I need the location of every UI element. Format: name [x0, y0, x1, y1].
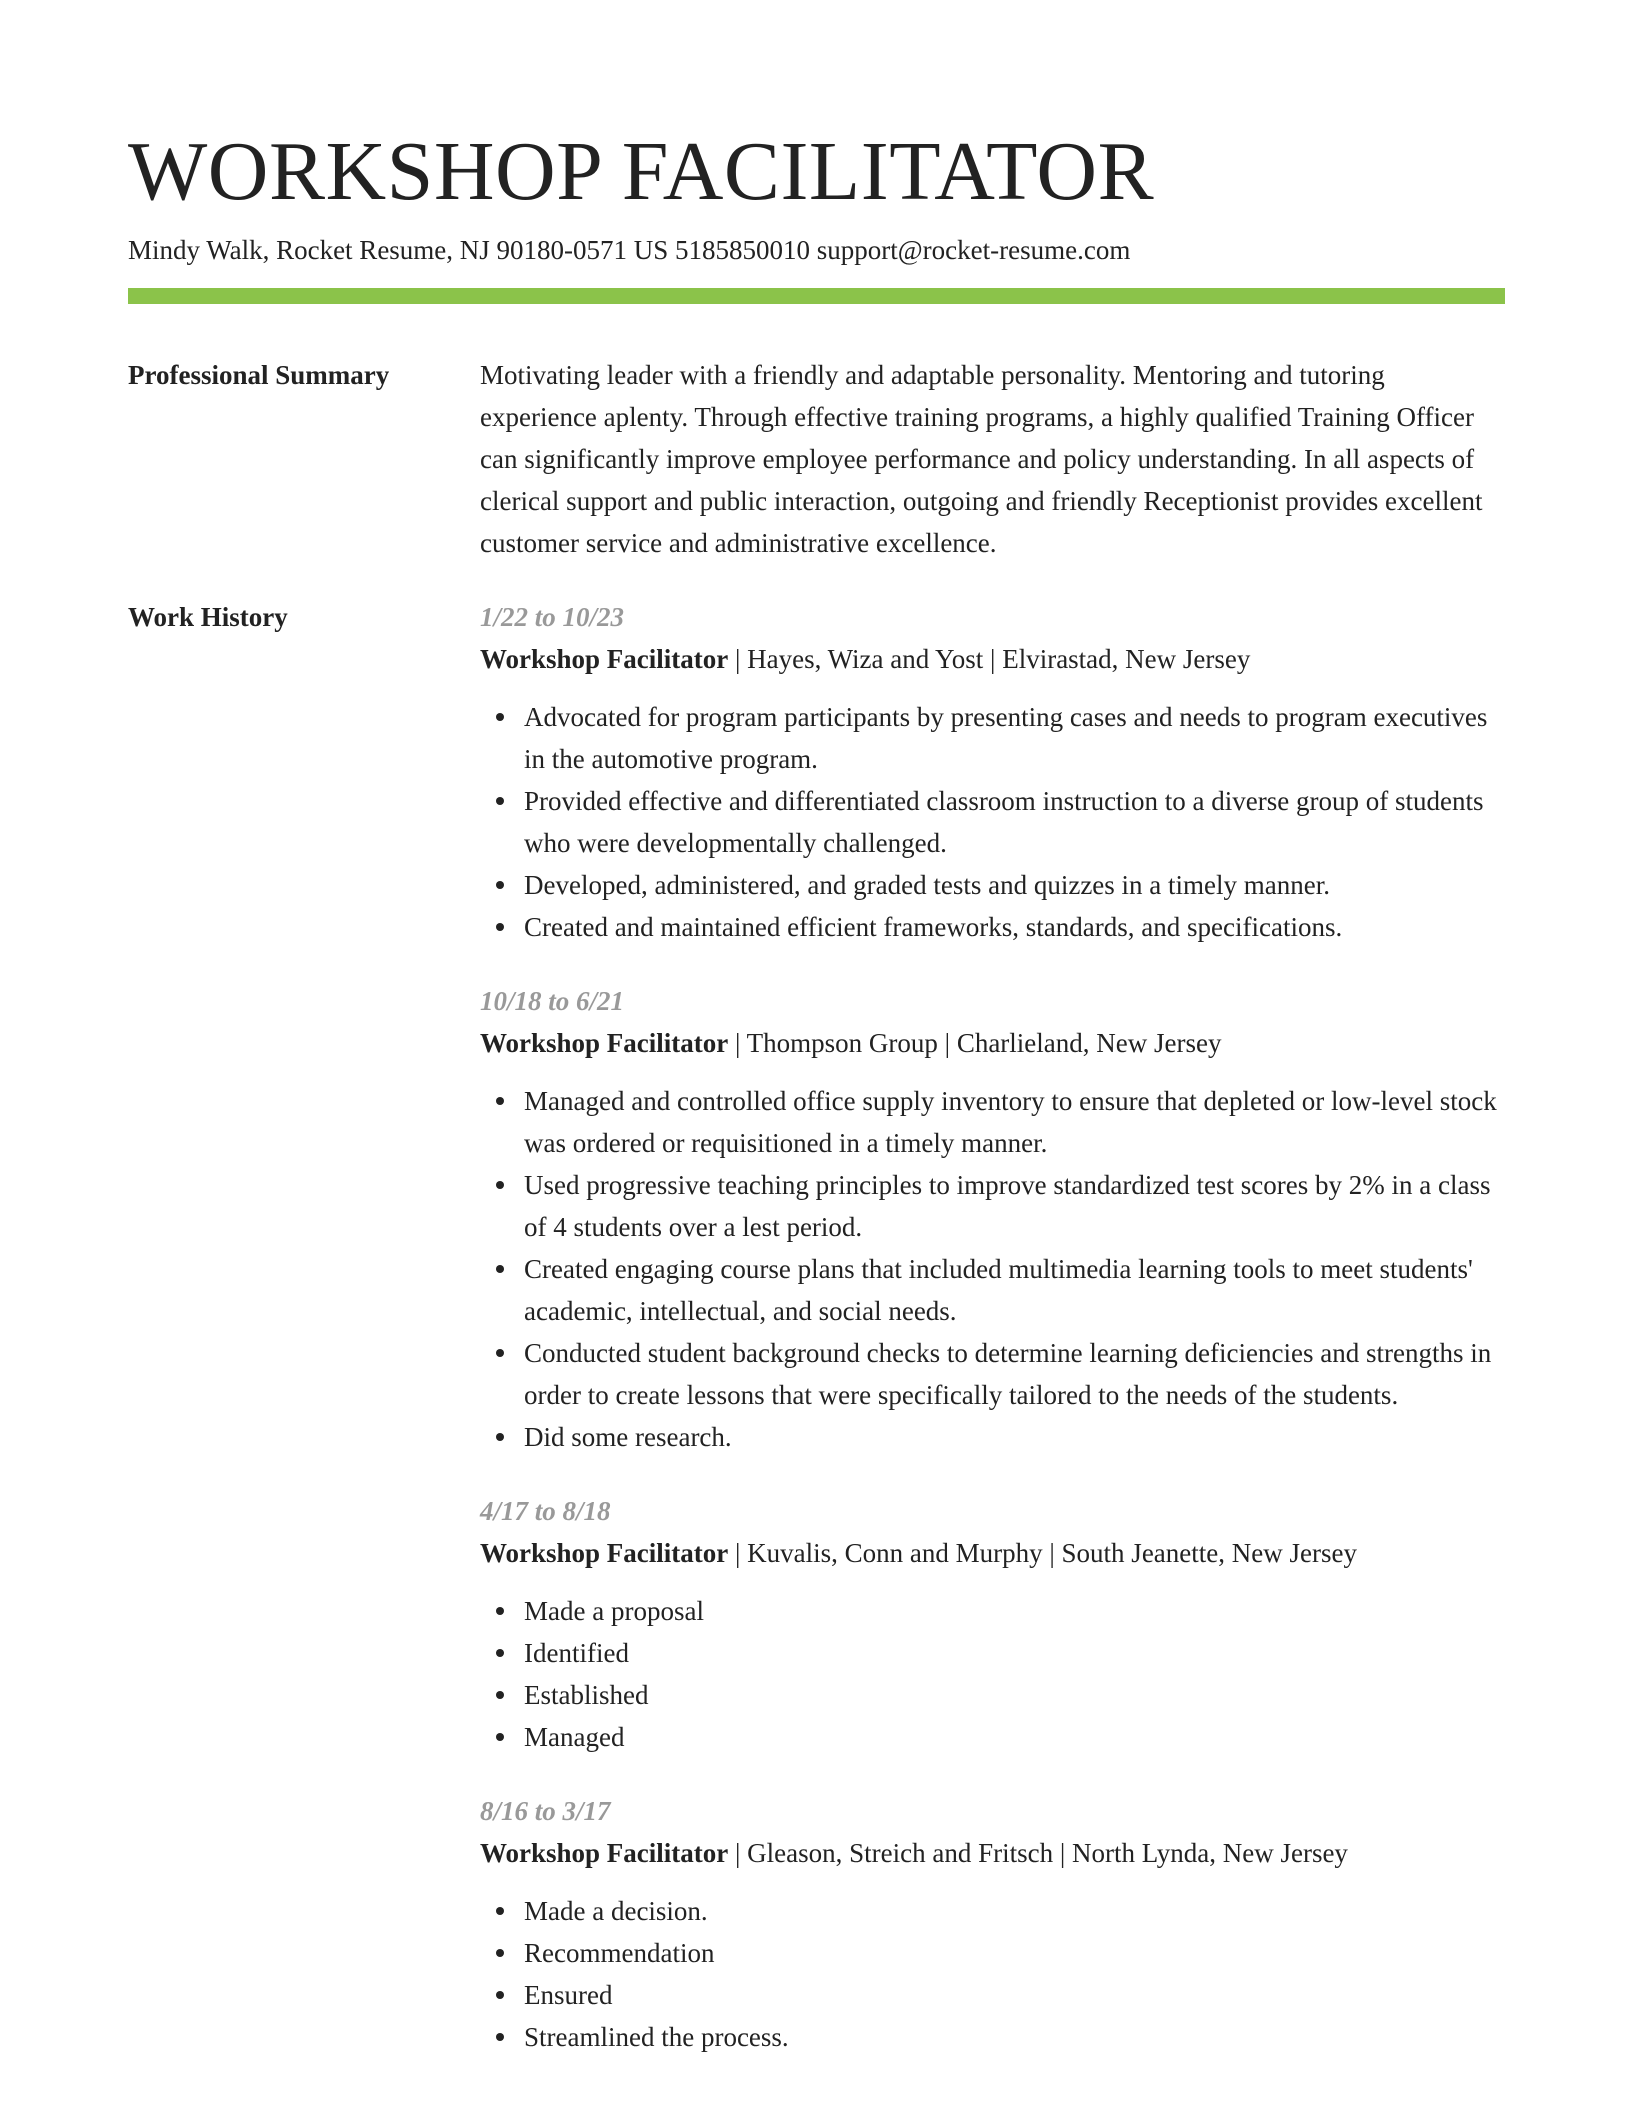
bullet-item: Provided effective and differentiated classroom instruction to a diverse group of students who were developmentally challenged. [524, 780, 1505, 864]
bullet-item: Created engaging course plans that included multimedia learning tools to meet students' academic, intellectual, and social needs. [524, 1248, 1505, 1332]
bullet-item: Ensured [524, 1974, 1505, 2016]
job-entry [480, 1790, 1505, 2058]
job-entry [480, 1490, 1505, 1758]
jobs-list [480, 596, 1505, 2058]
summary-text: Motivating leader with a friendly and adaptable personality. Mentoring and tutoring experience aplenty. Through effective training programs, a highly qualified Training Officer can significantly improve employee performance and policy understanding. In all aspects of clerical support and public interaction, outgoing and friendly Receptionist provides excellent customer service and administrative excellence. [480, 360, 1483, 558]
work-history-section [128, 596, 1505, 2058]
job-header [480, 1022, 1505, 1064]
bullet-item: Streamlined the process. [524, 2016, 1505, 2058]
resume-page [128, 0, 1505, 2058]
job-dates: 4/17 to 8/18 [480, 1496, 611, 1526]
bullet-item: Recommendation [524, 1932, 1505, 1974]
bullet-item: Identified [524, 1632, 1505, 1674]
job-header [480, 1832, 1505, 1874]
professional-summary-section [128, 354, 1505, 564]
bullet-item: Conducted student background checks to determine learning deficiencies and strengths in order to create lessons that were specifically tailored to the needs of the students. [524, 1332, 1505, 1416]
bullet-item: Established [524, 1674, 1505, 1716]
job-title: Workshop Facilitator [480, 1838, 729, 1868]
accent-divider [128, 288, 1505, 304]
job-bullets [480, 1590, 1505, 1758]
bullet-item: Used progressive teaching principles to improve standardized test scores by 2% in a class of 4 students over a lest period. [524, 1164, 1505, 1248]
bullet-item: Made a proposal [524, 1590, 1505, 1632]
bullet-item: Developed, administered, and graded tests and quizzes in a timely manner. [524, 864, 1505, 906]
bullet-item: Made a decision. [524, 1890, 1505, 1932]
job-details: | Kuvalis, Conn and Murphy | South Jeanette, New Jersey [728, 1538, 1357, 1568]
job-details: | Gleason, Streich and Fritsch | North Lynda, New Jersey [728, 1838, 1348, 1868]
bullet-item: Did some research. [524, 1416, 1505, 1458]
bullet-item: Managed and controlled office supply inventory to ensure that depleted or low-level stock was ordered or requisitioned in a timely manner. [524, 1080, 1505, 1164]
section-label-summary: Professional Summary [128, 360, 390, 390]
job-bullets [480, 1080, 1505, 1458]
bullet-item: Created and maintained efficient frameworks, standards, and specifications. [524, 906, 1505, 948]
job-title: Workshop Facilitator [480, 644, 729, 674]
job-details: | Thompson Group | Charlieland, New Jersey [728, 1028, 1222, 1058]
job-dates: 10/18 to 6/21 [480, 986, 625, 1016]
job-title: Workshop Facilitator [480, 1538, 729, 1568]
page-title: WORKSHOP FACILITATOR [128, 125, 1155, 218]
job-header [480, 1532, 1505, 1574]
job-details: | Hayes, Wiza and Yost | Elvirastad, New Jersey [728, 644, 1251, 674]
job-bullets [480, 1890, 1505, 2058]
job-entry [480, 596, 1505, 948]
job-title: Workshop Facilitator [480, 1028, 729, 1058]
section-label-work-history: Work History [128, 602, 288, 632]
job-dates: 8/16 to 3/17 [480, 1796, 611, 1826]
bullet-item: Advocated for program participants by presenting cases and needs to program executives in the automotive program. [524, 696, 1505, 780]
job-header [480, 638, 1505, 680]
job-bullets [480, 696, 1505, 948]
job-dates: 1/22 to 10/23 [480, 602, 625, 632]
contact-line: Mindy Walk, Rocket Resume, NJ 90180-0571 US 5185850010 support@rocket-resume.com [128, 235, 1131, 265]
bullet-item: Managed [524, 1716, 1505, 1758]
job-entry [480, 980, 1505, 1458]
